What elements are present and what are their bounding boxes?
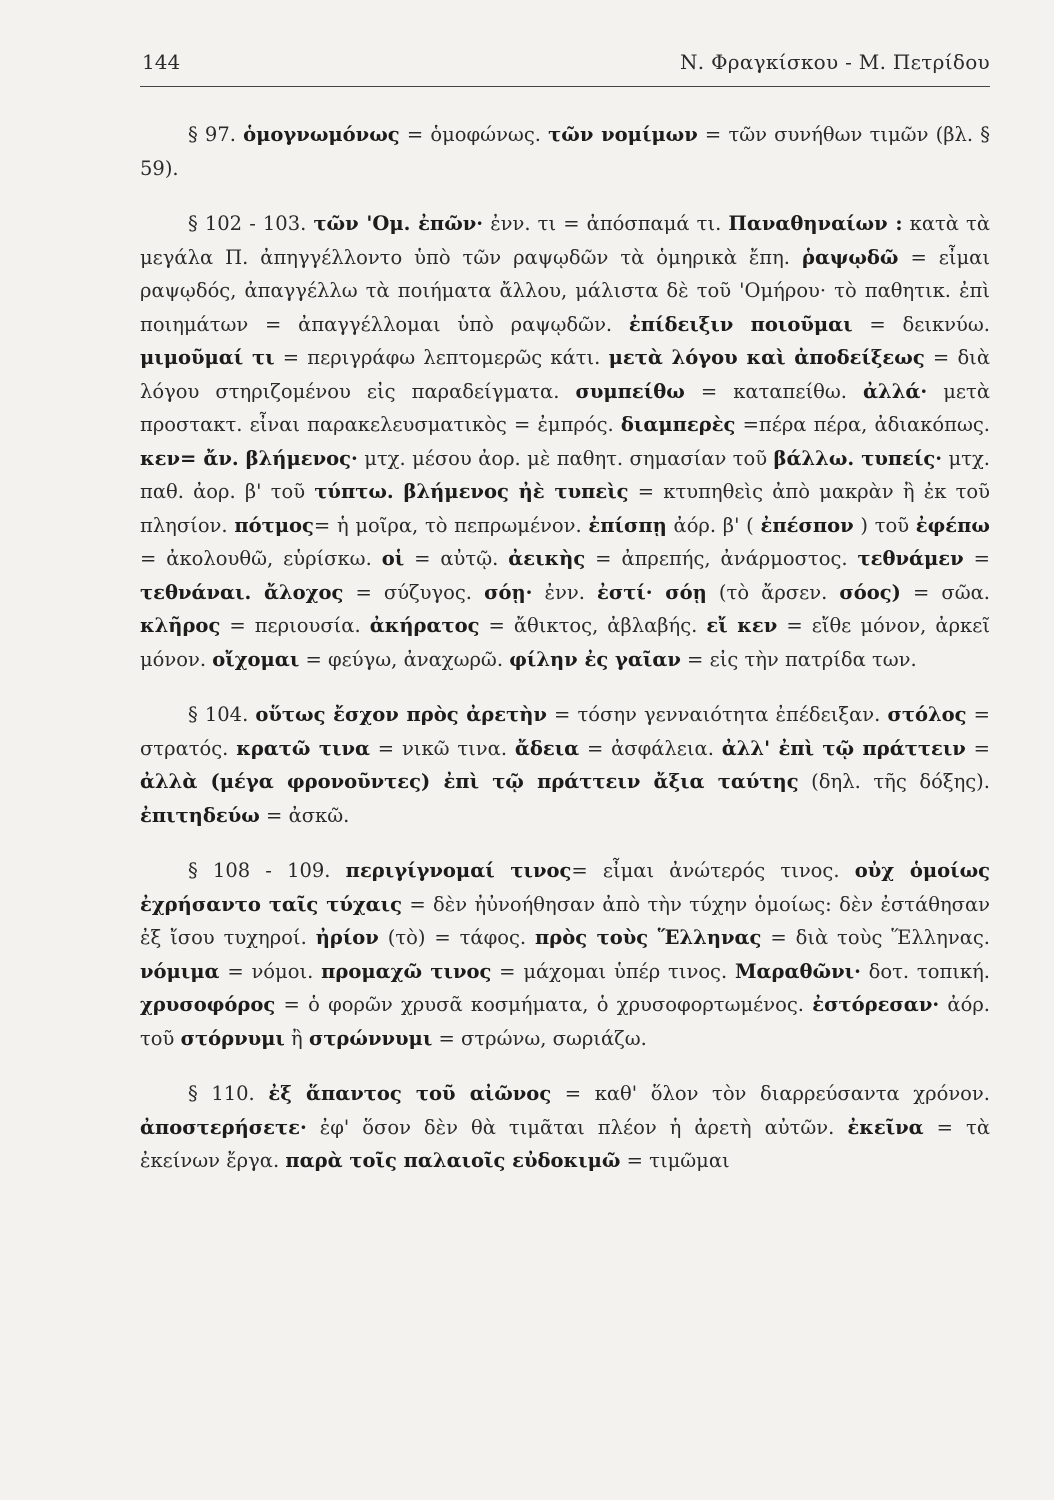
lemma-term: κεν= ἄν. βλήμενος· <box>140 446 358 470</box>
gloss-text: ) τοῦ <box>853 513 916 537</box>
lemma-term: νόμιμα <box>140 959 220 983</box>
gloss-text: = καθ' ὅλον τὸν διαρρεύσαντα χρόνον. <box>551 1082 990 1105</box>
lemma-term: εἴ κεν <box>706 614 778 637</box>
gloss-text: = τόσην γενναιότητα ἐπέδειξαν. <box>546 703 888 726</box>
gloss-text: = σύζυγος. <box>343 580 485 604</box>
gloss-text: = σῶα. <box>900 580 990 604</box>
lemma-term: ὁμογνωμόνως <box>243 123 400 146</box>
commentary-paragraph <box>140 118 990 185</box>
lemma-term: φίλην ἐς γαῖαν <box>509 647 681 671</box>
gloss-text: = εἴθε μόνον, ἀρκεῖ μόνον. <box>140 614 990 671</box>
gloss-text: = ἡ μοῖρα, τὸ πεπρωμένον. <box>313 513 589 537</box>
gloss-text: = δεικνύω. <box>852 312 990 336</box>
gloss-text: = ἀσκῶ. <box>259 803 350 827</box>
gloss-text: = τιμῶμαι <box>620 1149 730 1172</box>
lemma-term: ἐπιτηδεύω <box>140 803 260 827</box>
lemma-term: ἀλλά· <box>863 379 928 403</box>
section-reference: § 108 - 109. <box>188 859 331 882</box>
gloss-text: = <box>963 547 990 570</box>
gloss-text: = νόμοι. <box>219 959 322 983</box>
section-reference: § 102 - 103. <box>188 212 307 235</box>
page-header <box>140 48 990 87</box>
lemma-term: τύπτω. βλήμενος ἠὲ τυπεὶς <box>314 480 629 503</box>
lemma-term: ἀεικὴς <box>508 547 586 570</box>
gloss-text: = φεύγω, ἀναχωρῶ. <box>299 647 510 671</box>
lemma-term: σόῃ· <box>484 580 533 604</box>
gloss-text: = κτυπηθεὶς ἀπὸ μακρὰν ἢ ἐκ τοῦ πλησίον. <box>140 480 990 537</box>
gloss-text: = τὰ ἐκείνων ἔργα. <box>140 1115 990 1172</box>
gloss-text: = καταπείθω. <box>684 379 864 403</box>
gloss-text: ἐνν. τι = ἀπόσπαμά τι. <box>483 212 729 235</box>
gloss-text: ἐφ' ὅσον δὲν θὰ τιμᾶται πλέον ἡ ἀρετὴ αὐτῶν. <box>306 1115 848 1139</box>
lemma-term: τεθνάμεν <box>857 547 964 570</box>
gloss-text: = εἶμαι ἀνώτερός τινος. <box>571 859 855 882</box>
lemma-term: οἱ <box>381 547 405 570</box>
lemma-term: στρώννυμι <box>308 1026 433 1050</box>
gloss-text: μτχ. μέσου ἀορ. μὲ παθητ. σημασίαν τοῦ <box>357 446 774 470</box>
commentary-paragraph <box>140 698 990 832</box>
lemma-term: οἴχομαι <box>212 647 300 671</box>
lemma-term: Μαραθῶνι· <box>734 959 861 983</box>
gloss-text: = <box>965 736 990 760</box>
gloss-text: = διὰ λόγου στηριζομένου εἰς παραδείγματα. <box>140 346 990 403</box>
gloss-text: = εἰς τὴν πατρίδα των. <box>680 647 917 671</box>
gloss-text: = τῶν συνήθων τιμῶν (βλ. § 59). <box>140 123 990 180</box>
lemma-term: ἐξ ἅπαντος τοῦ αἰῶνος <box>268 1082 552 1105</box>
gloss-text: = μάχομαι ὑπέρ τινος. <box>491 959 735 983</box>
lemma-term: ἠρίον <box>315 926 379 949</box>
lemma-term: ἀλλ' ἐπὶ τῷ πράττειν <box>721 736 966 760</box>
lemma-term: μετὰ λόγου καὶ ἀποδείξεως <box>608 346 925 369</box>
gloss-text: δοτ. τοπική. <box>860 959 990 983</box>
lemma-term: οὕτως ἔσχον πρὸς ἀρετὴν <box>255 703 547 726</box>
lemma-term: περιγίγνομαί τινος <box>345 859 572 882</box>
gloss-text: = στρατός. <box>140 703 990 760</box>
lemma-term: στόλος <box>887 703 967 726</box>
commentary-paragraph <box>140 854 990 1055</box>
lemma-term: ἐστόρεσαν· <box>812 993 940 1016</box>
lemma-term: ἐκεῖνα <box>847 1115 924 1139</box>
gloss-text: =πέρα πέρα, ἀδιακόπως. <box>735 413 990 436</box>
lemma-term: συμπείθω <box>575 379 685 403</box>
lemma-term: τῶν 'Ομ. ἐπῶν· <box>313 212 484 235</box>
lemma-term: προμαχῶ τινος <box>321 959 492 983</box>
lemma-term: μιμοῦμαί τι <box>140 346 275 369</box>
gloss-text: ἐνν. <box>532 580 598 604</box>
gloss-text: ἀόρ. τοῦ <box>140 993 990 1050</box>
gloss-text: = ἀκολουθῶ, εὑρίσκω. <box>140 547 382 570</box>
gloss-text: (τὸ ἄρσεν. <box>706 580 840 604</box>
lemma-term: ἀλλὰ (μέγα φρονοῦντες) ἐπὶ τῷ πράττειν ἄξια ταύτης <box>140 770 799 793</box>
gloss-text: = περιγράφω λεπτομερῶς κάτι. <box>274 346 609 369</box>
lemma-term: παρὰ τοῖς παλαιοῖς εὐδοκιμῶ <box>285 1149 621 1172</box>
lemma-term: ἐπίδειξιν ποιοῦμαι <box>628 312 853 336</box>
gloss-text: μετὰ προστακτ. εἶναι παρακελευσματικὸς = ἐμπρός. <box>140 379 990 436</box>
gloss-text: = νικῶ τινα. <box>369 736 515 760</box>
lemma-term: κρατῶ τινα <box>236 736 370 760</box>
commentary-body <box>140 118 990 1200</box>
gloss-text: = διὰ τοὺς Ἕλληνας. <box>761 926 990 949</box>
gloss-text: = εἶμαι ραψῳδός, ἀπαγγέλλω τὰ ποιήματα ἄλλου, μάλιστα δὲ τοῦ 'Ομήρου· τὸ παθητικ. ἐπὶ ποιημάτων = ἀπαγγέλλομαι ὑπὸ ραψῳδῶν. <box>140 245 990 336</box>
lemma-term: βάλλω. τυπείς· <box>773 446 943 470</box>
lemma-term: τεθνάναι. ἄλοχος <box>140 580 344 604</box>
lemma-term: ἐπίσπῃ <box>588 513 667 537</box>
section-reference: § 104. <box>188 703 249 726</box>
lemma-term: πρὸς τοὺς Ἕλληνας <box>535 926 762 949</box>
commentary-paragraph <box>140 1077 990 1178</box>
commentary-paragraph <box>140 207 990 676</box>
lemma-term: ἐφέπω <box>915 513 990 537</box>
gloss-text: = στρώνω, σωριάζω. <box>432 1026 647 1050</box>
gloss-text: = ὁ φορῶν χρυσᾶ κοσμήματα, ὁ χρυσοφορτωμένος. <box>275 993 813 1016</box>
lemma-term: πότμος <box>234 513 314 537</box>
gloss-text: = ἀπρεπής, ἀνάρμοστος. <box>585 547 858 570</box>
gloss-text: (δηλ. τῆς δόξης). <box>798 770 990 793</box>
lemma-term: διαμπερὲς <box>620 413 736 436</box>
page-number: 144 <box>142 50 181 74</box>
lemma-term: ῥαψῳδῶ <box>801 245 899 269</box>
lemma-term: στόρνυμι <box>180 1026 285 1050</box>
lemma-term: Παναθηναίων : <box>728 212 903 235</box>
gloss-text: κατὰ τὰ μεγάλα Π. ἀπηγγέλλοντο ὑπὸ τῶν ραψῳδῶν τὰ ὁμηρικὰ ἔπη. <box>140 212 991 269</box>
lemma-term: οὐχ ὁμοίως ἐχρήσαντο ταῖς τύχαις <box>140 859 991 916</box>
gloss-text: = ὁμοφώνως. <box>399 123 549 146</box>
gloss-text: = ἀσφάλεια. <box>579 736 722 760</box>
gloss-text: = ἄθικτος, ἀβλαβής. <box>479 614 707 637</box>
gloss-text: = δὲν ἠὐνοήθησαν ἀπὸ τὴν τύχην ὁμοίως: δὲν ἐστάθησαν ἐξ ἴσου τυχηροί. <box>140 892 990 949</box>
lemma-term: ἐπέσπον <box>760 513 854 537</box>
lemma-term: ἀποστερήσετε· <box>140 1115 307 1139</box>
gloss-text: = περιουσία. <box>220 614 370 637</box>
gloss-text: μτχ. παθ. ἀορ. β' τοῦ <box>140 446 990 503</box>
gloss-text: = αὐτῷ. <box>404 547 509 570</box>
gloss-text: ἢ <box>284 1026 309 1050</box>
lemma-term: χρυσοφόρος <box>140 993 276 1016</box>
gloss-text: (τὸ) = τάφος. <box>378 926 536 949</box>
lemma-term: σόος) <box>839 580 901 604</box>
lemma-term: τῶν νομίμων <box>548 123 698 146</box>
lemma-term: ἄδεια <box>514 736 580 760</box>
running-head: Ν. Φραγκίσκου - Μ. Πετρίδου <box>680 50 990 74</box>
gloss-text: ἀόρ. β' ( <box>666 513 761 537</box>
lemma-term: ἀκήρατος <box>369 614 480 637</box>
section-reference: § 97. <box>188 123 236 146</box>
lemma-term: ἐστί· σόῃ <box>597 580 707 604</box>
section-reference: § 110. <box>188 1082 255 1105</box>
lemma-term: κλῆρος <box>140 614 221 637</box>
